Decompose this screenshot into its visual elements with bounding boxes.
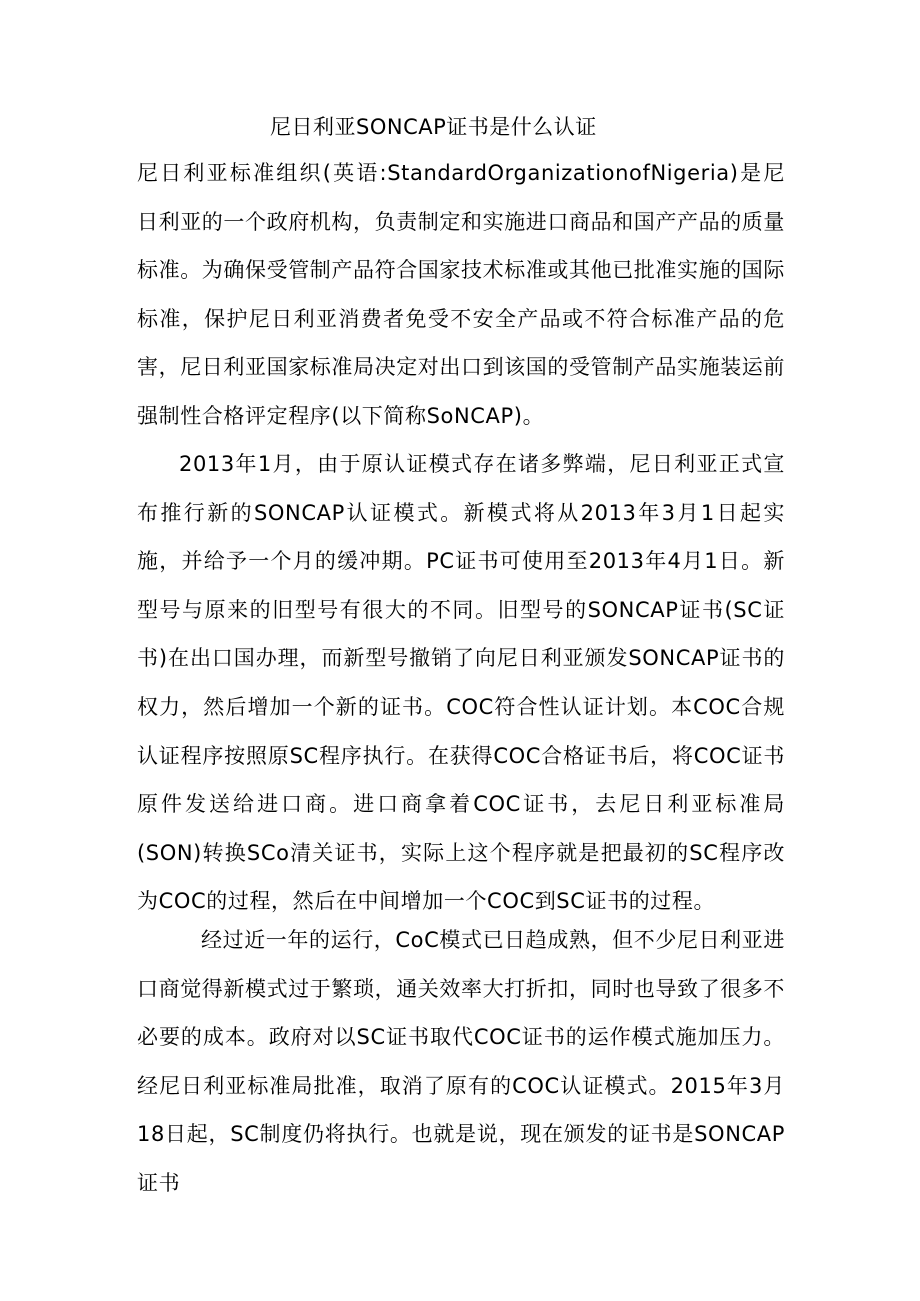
paragraph-2013-new-model: 2013年1月，由于原认证模式存在诸多弊端，尼日利亚正式宣布推行新的SONCAP认证模式。新模式将从2013年3月1日起实施，并给予一个月的缓冲期。PC证书可使用至2013年4月1日。新型号与原来的旧型号有很大的不同。旧型号的SONCAP证书(SC证书)在出口国办理，而新型号撤销了向尼日利亚颁发SONCAP证书的权力，然后增加一个新的证书。COC符合性认证计划。本COC合规认证程序按照原SC程序执行。在获得COC合格证书后，将COC证书原件发送给进口商。进口商拿着COC证书，去尼日利亚标准局(SON)转换SCo清关证书，实际上这个程序就是把最初的SC程序改为COC的过程，然后在中间增加一个COC到SC证书的过程。 [137, 452, 785, 914]
document-title: 尼日利亚SONCAP证书是什么认证 [270, 115, 597, 139]
paragraph-coc-cancellation: 经过近一年的运行，CoC模式已日趋成熟，但不少尼日利亚进口商觉得新模式过于繁琐，通关效率大打折扣，同时也导致了很多不必要的成本。政府对以SC证书取代COC证书的运作模式施加压力。经尼日利亚标准局批准，取消了原有的COC认证模式。2015年3月18日起，SC制度仍将执行。也就是说，现在颁发的证书是SONCAP证书 [137, 928, 785, 1195]
paragraph-son-overview: 尼日利亚标准组织(英语:StandardOrganizationofNigeria)是尼日利亚的一个政府机构，负责制定和实施进口商品和国产产品的质量标准。为确保受管制产品符合国家技术标准或其他已批准实施的国际标准，保护尼日利亚消费者免受不安全产品或不符合标准产品的危害，尼日利亚国家标准局决定对出口到该国的受管制产品实施装运前强制性合格评定程序(以下简称SoNCAP)。 [137, 161, 785, 428]
